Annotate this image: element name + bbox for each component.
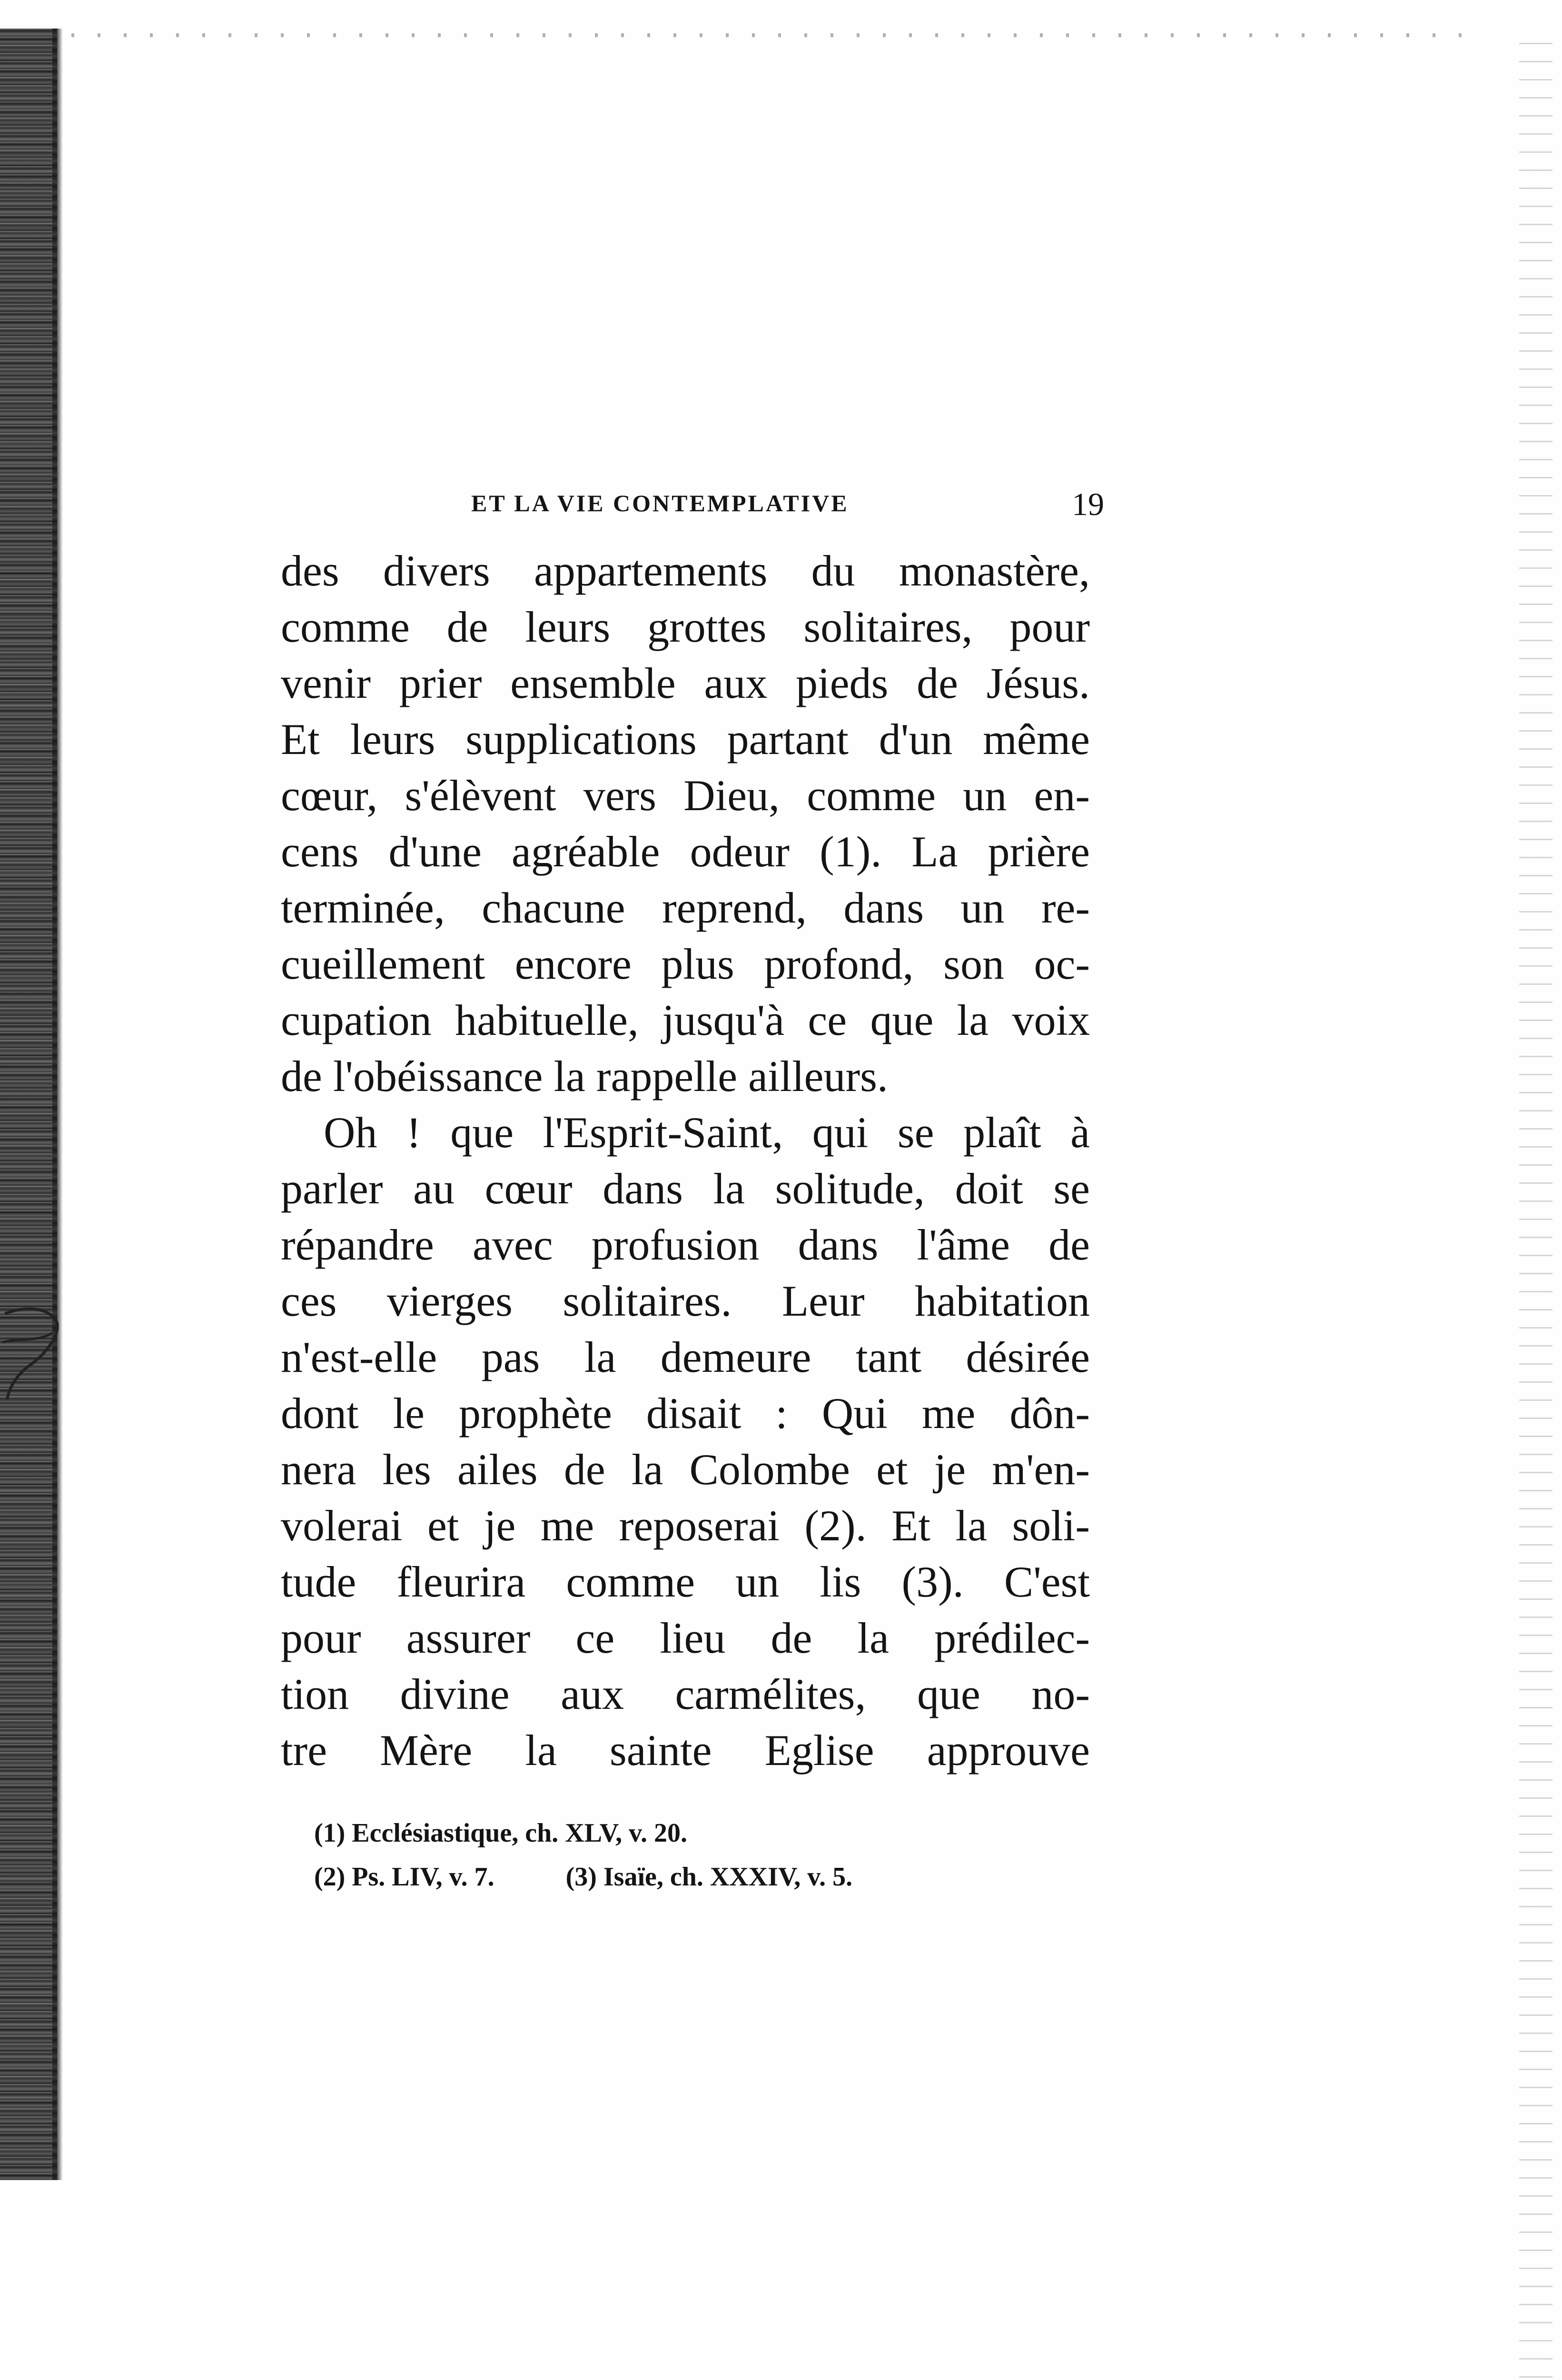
text-line: tion divine aux carmélites, que no- — [281, 1670, 1090, 1718]
footnote-row-2 — [314, 1855, 1028, 1899]
top-edge-specks — [71, 33, 1475, 37]
text-line: ces vierges solitaires. Leur habitation — [281, 1277, 1090, 1325]
binding-edge — [57, 29, 63, 2180]
pencil-mark — [0, 1285, 67, 1404]
footnotes — [314, 1811, 1028, 1899]
page-number: 19 — [1072, 486, 1104, 522]
text-line: volerai et je me reposerai (2). Et la soli- — [281, 1501, 1090, 1550]
text-line: Et leurs supplications partant d'un même — [281, 715, 1090, 764]
text-line: tude fleurira comme un lis (3). C'est — [281, 1557, 1090, 1606]
text-line: parler au cœur dans la solitude, doit se — [281, 1164, 1090, 1213]
text-line: n'est-elle pas la demeure tant désirée — [281, 1333, 1090, 1381]
text-line: cœur, s'élèvent vers Dieu, comme un en- — [281, 771, 1090, 820]
text-line: comme de leurs grottes solitaires, pour — [281, 603, 1090, 651]
text-line: des divers appartements du monastère, — [281, 546, 1090, 595]
running-title: ET LA VIE CONTEMPLATIVE — [471, 490, 849, 516]
right-edge-specks — [1519, 43, 1552, 2380]
text-line: pour assurer ce lieu de la prédilec- — [281, 1614, 1090, 1662]
text-line: cueillement encore plus profond, son oc- — [281, 940, 1090, 988]
binding-texture — [0, 29, 52, 2180]
footnote-2: (2) Ps. LIV, v. 7. — [314, 1862, 494, 1892]
footnote-3: (3) Isaïe, ch. XXXIV, v. 5. — [565, 1862, 853, 1892]
text-line: terminée, chacune reprend, dans un re- — [281, 883, 1090, 932]
text-line: Oh ! que l'Esprit-Saint, qui se plaît à — [324, 1108, 1090, 1157]
text-line: nera les ailes de la Colombe et je m'en- — [281, 1445, 1090, 1494]
text-line: venir prier ensemble aux pieds de Jésus. — [281, 659, 1090, 707]
body-text — [281, 543, 1090, 1778]
text-line: dont le prophète disait : Qui me dôn- — [281, 1389, 1090, 1438]
text-line: de l'obéissance la rappelle ailleurs. — [281, 1052, 888, 1101]
text-line: répandre avec profusion dans l'âme de — [281, 1220, 1090, 1269]
text-line: cens d'une agréable odeur (1). La prière — [281, 827, 1090, 876]
text-line: cupation habituelle, jusqu'à ce que la voix — [281, 996, 1090, 1044]
page-header — [471, 486, 1104, 528]
footnote-1: (1) Ecclésiastique, ch. XLV, v. 20. — [314, 1818, 688, 1848]
text-line: tre Mère la sainte Eglise approuve — [281, 1726, 1090, 1775]
